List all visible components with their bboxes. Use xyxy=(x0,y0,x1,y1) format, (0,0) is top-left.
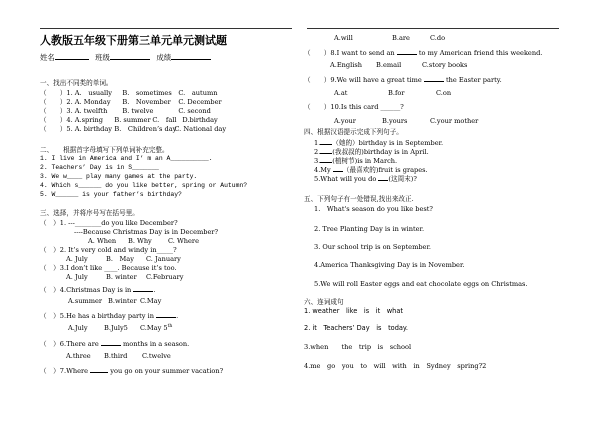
question-10: （ ）10.Is this card ______? xyxy=(304,103,404,111)
sec3-heading: 三、选择，并将序号写在括号里。 xyxy=(40,209,139,217)
sec1-row xyxy=(40,125,226,133)
question-5-options xyxy=(68,324,172,332)
sec6-item: 4.me go you to will with in Sydney spring?2 xyxy=(304,362,487,370)
question-9: （ ）9.We will have a great time the Easter party. xyxy=(304,76,502,84)
option-a: 3. A. twelfth xyxy=(66,107,108,115)
option-a: A.July xyxy=(68,324,88,332)
question-4-options xyxy=(68,297,161,305)
sec4-item: 3. (植树节)is in March. xyxy=(314,157,398,165)
option-b: B.winter xyxy=(108,297,137,305)
option-a: A.three xyxy=(66,352,91,360)
question-2-options xyxy=(66,255,181,263)
question-10-options xyxy=(334,117,478,125)
name-label: 姓名 xyxy=(40,53,55,62)
option-b: B.for xyxy=(388,89,405,97)
sec4-item: 2. (我叔叔的)birthday is in April. xyxy=(314,148,429,156)
sec6-item: 1. weather like is it what xyxy=(304,307,403,315)
blank[interactable] xyxy=(90,366,108,373)
option-a: A.summer xyxy=(68,297,103,305)
sec2-item: 1. I live in America and I’ m an A__________. xyxy=(40,155,213,162)
option-c: C.story books xyxy=(422,61,468,69)
sec2-heading: 二、 根据首字母填写下列单词补充完整。 xyxy=(40,146,169,154)
option-b: B. sometimes xyxy=(122,89,172,97)
sec5-heading: 五、下列句子有一处错误,找出来改正. xyxy=(304,195,414,203)
answer-paren[interactable]: （ ） xyxy=(40,125,67,133)
option-a: A.your xyxy=(334,117,356,125)
option-a: A.at xyxy=(334,89,348,97)
question-6-options xyxy=(66,352,171,360)
question-2: （ ）2. It’s very cold and windy in_____? xyxy=(40,246,177,254)
sec5-item: 3. Our school trip is on September. xyxy=(314,243,431,251)
option-b: B.yours xyxy=(382,117,408,125)
option-c: C. fall xyxy=(152,116,177,124)
option-d: D.birthday xyxy=(182,116,218,124)
score-field[interactable] xyxy=(171,53,211,60)
question-6: （ ）6.There are months in a season. xyxy=(40,340,190,348)
sec5-item: 4.America Thanksgiving Day is in November. xyxy=(314,261,465,269)
question-5: （ ）5.He has a birthday party in . xyxy=(40,312,179,320)
answer-paren[interactable]: （ ） xyxy=(40,98,67,106)
option-a: 2. A. Monday xyxy=(66,98,111,106)
sec1-row xyxy=(40,116,218,124)
option-b: B. Why xyxy=(128,237,152,245)
sec2-item: 3. We w____ play many games at the party. xyxy=(40,173,198,180)
sec5-item: 1. What's season do you like best? xyxy=(314,205,433,213)
sec4-item: 5.What will you do (这周末)? xyxy=(314,175,417,183)
blank[interactable] xyxy=(156,311,176,318)
question-8: （ ）8.I want to send an to my American friend this weekend. xyxy=(304,49,543,57)
option-c: C.on xyxy=(436,89,452,97)
option-a: 5. A. birthday xyxy=(66,125,112,133)
sec1-row xyxy=(40,107,211,115)
sec6-heading: 六、连词成句 xyxy=(304,298,344,306)
option-a: A. July xyxy=(66,273,88,281)
question-9-options xyxy=(334,89,451,97)
option-c: C. National day xyxy=(174,125,227,133)
option-b: B. May xyxy=(106,255,134,263)
blank[interactable] xyxy=(320,156,332,163)
option-b: B. November xyxy=(122,98,171,106)
question-1: （ ）1. ---________do you like December? xyxy=(40,219,178,227)
answer-paren[interactable]: （ ） xyxy=(40,116,67,124)
option-c: C.your mother xyxy=(430,117,479,125)
option-c: C.twelve xyxy=(142,352,171,360)
sec4-item: 4.My （最喜欢的)fruit is grapes. xyxy=(314,166,428,174)
blank[interactable] xyxy=(378,174,388,181)
sec1-row xyxy=(40,98,222,106)
blank[interactable] xyxy=(397,48,417,55)
sec5-item: 5.We will roll Easter eggs and eat chocolate eggs on Christmas. xyxy=(314,280,528,288)
answer-paren[interactable]: （ ） xyxy=(40,89,67,97)
question-4: （ ）4.Christmas Day is in . xyxy=(40,286,156,294)
blank[interactable] xyxy=(424,75,444,82)
student-info-row xyxy=(40,53,211,62)
question-3: （ ）3.I don’t like ____. Because it’s too. xyxy=(40,264,177,272)
option-c: C. December xyxy=(178,98,222,106)
option-c: C.May 5 xyxy=(140,324,168,332)
sec6-item: 2. it Teachers’ Day is today. xyxy=(304,324,408,332)
sec2-item: 4. Which s______ do you like better, spring or Autumn? xyxy=(40,182,248,189)
blank[interactable] xyxy=(320,147,332,154)
option-b: B.email xyxy=(376,61,402,69)
blank[interactable] xyxy=(333,165,343,172)
option-a: A. July xyxy=(66,255,88,263)
page-title: 人教版五年级下册第三单元单元测试题 xyxy=(40,34,227,47)
class-field[interactable] xyxy=(110,53,150,60)
option-b: B.third xyxy=(104,352,128,360)
sec4-heading: 四、根据汉语提示完成下列句子。 xyxy=(304,128,403,136)
option-a: 4. A.spring xyxy=(66,116,103,124)
question-1-dialog: ----Because Christmas Day is in December? xyxy=(74,228,219,236)
option-b: B. twelve xyxy=(122,107,154,115)
option-a: A.English xyxy=(330,61,362,69)
blank[interactable] xyxy=(133,285,153,292)
sec2-item: 2. Teachers’ Day is in S_______ xyxy=(40,164,159,171)
question-7-options xyxy=(334,34,445,42)
option-a: A. When xyxy=(88,237,117,245)
sec2-item: 5. W______ is your father’s birthday? xyxy=(40,191,182,198)
top-rule-right xyxy=(307,28,559,29)
top-rule xyxy=(40,28,292,29)
sec1-row xyxy=(40,89,217,97)
superscript: th xyxy=(167,323,173,329)
option-b: B. winter xyxy=(106,273,137,281)
option-c: C. Where xyxy=(168,237,199,245)
blank[interactable] xyxy=(320,138,332,145)
option-b: B.July5 xyxy=(104,324,128,332)
sec6-item: 3.when the trip is school xyxy=(304,343,412,351)
option-c: C. January xyxy=(146,255,181,263)
question-8-options xyxy=(330,61,467,69)
option-b: B. summer xyxy=(114,116,151,124)
name-field[interactable] xyxy=(55,53,89,60)
class-label: 班级 xyxy=(95,53,110,62)
option-c: C.do xyxy=(430,34,446,42)
option-b: B.are xyxy=(392,34,410,42)
question-1-options xyxy=(88,237,199,245)
blank[interactable] xyxy=(101,339,121,346)
option-c: C.February xyxy=(146,273,184,281)
score-label: 成绩 xyxy=(156,53,172,62)
option-c: C.May xyxy=(140,297,162,305)
sec5-item: 2. Tree Planting Day is in winter. xyxy=(314,225,425,233)
option-a: 1. A. usually xyxy=(66,89,112,97)
sec1-heading: 一、找出不同类的单词。 xyxy=(40,79,113,87)
sec4-item: 1. （她的）birthday is in September. xyxy=(314,139,444,147)
answer-paren[interactable]: （ ） xyxy=(40,107,67,115)
option-b: B. Children’s day xyxy=(114,125,177,133)
option-c: C. second xyxy=(178,107,211,115)
option-a: A.will xyxy=(334,34,353,42)
question-7: （ ）7.Where you go on your summer vacation? xyxy=(40,367,224,375)
option-c: C. autumn xyxy=(178,89,218,97)
question-3-options xyxy=(66,273,183,281)
